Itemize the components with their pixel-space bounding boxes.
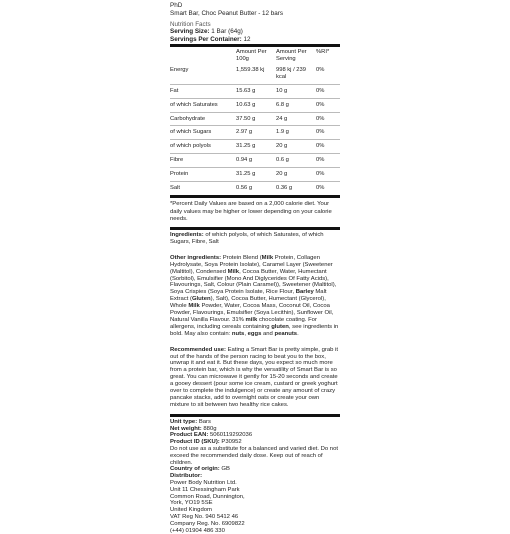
product-ean: Product EAN: 5060119292036 <box>170 432 253 439</box>
nutrition-row <box>170 112 340 126</box>
ri-value: 0% <box>316 181 340 194</box>
ingredients <box>170 230 340 248</box>
ri-value: 0% <box>316 126 340 140</box>
nutrient-name: of which Sugars <box>170 126 236 140</box>
per-100g-value: 0.56 g <box>236 181 276 194</box>
other-ingredients-text: Protein Blend (Milk Protein, Collagen Hydrolysate, Soya Protein Isolate), Caramel Layer (Sweetener (Maltitol), Condensed Milk, Cocoa Butter, Water, Humectant (Sorbitol), Emulsifier (Mono And Diglycerides Of Fatty Acids), Flavourings, Salt, Colour (Plain Caramel)), Sweetener (Maltitol), Soya Crispies (Soya Protein Isolate, Rice Flour, Barley Malt Extract (Gluten), Salt), Cocoa Butter, Humectant (Glycerol), Whole Milk Powder, Water, Cocoa Mass, Coconut Oil, Cocoa Powder, Flavourings, Emulsifier (Soya Lecithin), Sunflower Oil, Natural Vanilla Flavour. 31% milk chocolate coating. For allergens, including cereals containing gluten, see ingredients in bold. May also contain: nuts, eggs and peanuts. <box>170 254 339 337</box>
ri-value: 0% <box>316 84 340 98</box>
nutrient-name: Energy <box>170 67 189 74</box>
nutrient-name: Salt <box>170 181 236 194</box>
per-100g-value: 0.94 g <box>236 153 276 167</box>
product-info-panel <box>170 2 340 534</box>
distributor-line: Company Reg. No. 6909822 <box>170 520 245 527</box>
nutrient-name: Fat <box>170 84 236 98</box>
ingredients-label: Ingredients: <box>170 231 204 238</box>
nutrition-row <box>170 98 340 112</box>
distributor-line: Power Body Nutrition Ltd. <box>170 479 237 486</box>
servings-label: Servings Per Container: <box>170 35 242 43</box>
nutrient-name: Carbohydrate <box>170 112 236 126</box>
per-100g-value: 1,559.38 kj <box>236 67 265 74</box>
recommended-use <box>170 345 340 411</box>
nutrition-header-row <box>170 47 340 65</box>
ri-value: 0% <box>316 112 340 126</box>
ri-value: 0% <box>316 98 340 112</box>
warning-text: Do not use as a substitute for a balanced and varied diet. Do not exceed the recommended daily dose. Keep out of reach of children. <box>170 446 338 466</box>
per-100g-value: 2.97 g <box>236 126 276 140</box>
distributor-line: Unit 11 Chessingham Park <box>170 486 240 493</box>
brand-name: PhD <box>170 2 183 9</box>
other-ingredients-label: Other ingredients: <box>170 254 222 261</box>
ri-value: 0% <box>316 153 340 167</box>
per-serving-value: 10 g <box>276 84 316 98</box>
product-sku: Product ID (SKU): P30952 <box>170 439 242 446</box>
distributor-address <box>170 480 340 534</box>
per-serving-value: 24 g <box>276 112 316 126</box>
per-serving-value: 1.9 g <box>276 126 316 140</box>
nutrient-name: of which polyols <box>170 140 236 154</box>
serving-size-label: Serving Size: <box>170 28 210 36</box>
per-100g-value: 31.25 g <box>236 140 276 154</box>
net-weight: Net weight: 880g <box>170 425 217 432</box>
nutrition-row <box>170 126 340 140</box>
nutrition-row <box>170 140 340 154</box>
nutrition-facts-title: Nutrition Facts <box>170 21 211 28</box>
per-serving-value: 20 g <box>276 167 316 181</box>
distributor-line: (+44) 01904 486 330 <box>170 527 225 534</box>
recommended-use-text: Eating a Smart Bar is pretty simple, grab it out of the hands of the person racing to beat you to the box, unwrap it and eat it. But these days, you expect so much more from a protein bar, which is why the versatility of Smart Bar is so great. You can microwave it gently for 15-20 seconds and create a gooey dessert (pour some ice cream, custard or greek yoghurt over to complete the indulgence) or create any amount of crazy pancake stacks, add to overnight oats or create your own mixture to sit between two healthy rice cakes. <box>170 346 338 408</box>
other-ingredients <box>170 253 340 340</box>
nutrition-row <box>170 84 340 98</box>
per-serving-value: 20 g <box>276 140 316 154</box>
distributor-line: VAT Reg No. 940 5412 46 <box>170 513 239 520</box>
nutrition-rows <box>170 64 340 194</box>
recommended-use-label: Recommended use: <box>170 346 226 353</box>
nutrition-table <box>170 47 340 195</box>
serving-size <box>170 28 340 35</box>
col-header-per-serving: Amount Per Serving <box>276 48 307 62</box>
distributor-line: United Kingdom <box>170 507 212 514</box>
product-details <box>170 417 340 534</box>
per-100g-value: 15.63 g <box>236 84 276 98</box>
ri-value: 0% <box>316 140 340 154</box>
col-header-per-100g: Amount Per 100g <box>236 48 267 62</box>
serving-size-value: 1 Bar (64g) <box>211 28 243 36</box>
ri-value: 0% <box>316 67 325 74</box>
per-100g-value: 31.25 g <box>236 167 276 181</box>
per-serving-value: 0.36 g <box>276 181 316 194</box>
per-100g-value: 10.63 g <box>236 98 276 112</box>
nutrient-name: Protein <box>170 167 236 181</box>
product-title: Smart Bar, Choc Peanut Butter - 12 bars <box>170 9 284 17</box>
per-serving-value: 0.6 g <box>276 153 316 167</box>
daily-values-note: *Percent Daily Values are based on a 2,000 calorie diet. Your daily values may be higher or lower depending on your calorie needs. <box>170 201 332 222</box>
ingredients-text: of which polyols, of which Saturates, of which Sugars, Fibre, Salt <box>170 231 324 245</box>
nutrition-row <box>170 181 340 194</box>
col-header-nutrient <box>170 47 236 65</box>
col-header-ri: %RI* <box>316 48 330 55</box>
nutrient-name: Fibre <box>170 153 236 167</box>
distributor-label: Distributor: <box>170 473 203 480</box>
distributor-line: York, YO19 5SE <box>170 500 213 507</box>
ri-value: 0% <box>316 167 340 181</box>
per-serving-value: 6.8 g <box>276 98 316 112</box>
servings-per-container <box>170 36 340 43</box>
unit-type: Unit type: Bars <box>170 418 211 425</box>
nutrition-row <box>170 153 340 167</box>
nutrient-name: of which Saturates <box>170 98 236 112</box>
per-serving-value: 998 kj / 239 kcal <box>276 67 306 81</box>
country-of-origin: Country of origin: GB <box>170 466 230 473</box>
distributor-line: Common Road, Dunnington, <box>170 493 245 500</box>
per-100g-value: 37.50 g <box>236 112 276 126</box>
nutrition-row <box>170 64 340 84</box>
nutrition-row <box>170 167 340 181</box>
servings-value: 12 <box>243 35 251 43</box>
